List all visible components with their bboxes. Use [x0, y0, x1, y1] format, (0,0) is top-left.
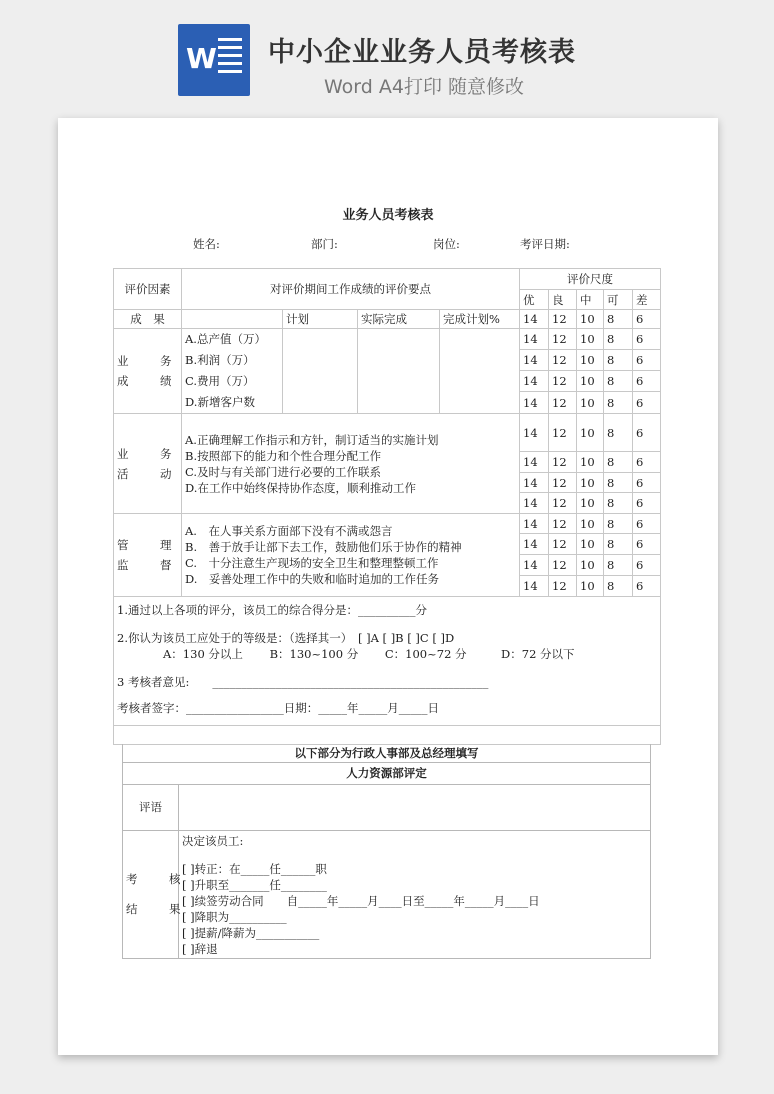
section-label: 业 务 成 绩 [114, 329, 182, 414]
list-item: D. 妥善处理工作中的失败和临时追加的工作任务 [185, 572, 439, 586]
score-cell: 10 [577, 576, 604, 597]
score-cell: 6 [633, 414, 661, 452]
score-cell: 12 [549, 414, 577, 452]
result-label: 成 果 [114, 310, 182, 329]
header-points: 对评价期间工作成绩的评价要点 [182, 269, 520, 310]
score-cell: 6 [633, 329, 661, 350]
list-item: A.总产值（万） [185, 332, 266, 346]
score-cell: 12 [549, 576, 577, 597]
option-item[interactable]: [ ]降职为__________ [182, 909, 287, 924]
section-label: 业 务 活 动 [114, 414, 182, 514]
score-cell: 6 [633, 392, 661, 414]
score-cell: 10 [577, 493, 604, 514]
plan-cell[interactable] [283, 329, 358, 414]
score-cell: 10 [577, 414, 604, 452]
position-label: 岗位: [433, 237, 460, 251]
option-item[interactable]: [ ]升职至_______任________ [182, 877, 327, 892]
comment-field[interactable] [179, 784, 651, 830]
option-item[interactable]: [ ]辞退 [182, 941, 218, 956]
score-cell: 12 [549, 452, 577, 473]
score-cell: 8 [604, 514, 633, 534]
option-item[interactable]: [ ]转正：在_____任______职 [182, 861, 327, 876]
section-items [182, 414, 520, 514]
result-label: 考 核 结 果 [123, 830, 179, 958]
list-item: D.新增客户数 [185, 395, 255, 409]
actual-cell[interactable] [358, 329, 440, 414]
pct-label: 完成计划% [440, 310, 520, 329]
score-cell: 12 [549, 392, 577, 414]
list-item: B.利润（万） [185, 353, 255, 367]
decide-label: 决定该员工: [182, 833, 244, 848]
actual-label: 实际完成 [358, 310, 440, 329]
list-item: B.按照部下的能力和个性合理分配工作 [185, 448, 382, 463]
score-cell: 10 [577, 473, 604, 493]
score-cell: 8 [604, 493, 633, 514]
score-cell: 6 [633, 473, 661, 493]
page-subtitle: Word A4打印 随意修改 [324, 76, 525, 98]
hr-heading: 以下部分为行政人事部及总经理填写 [123, 744, 651, 762]
blank-row [114, 726, 661, 745]
score-cell: 12 [549, 349, 577, 371]
grade-header: 优 [520, 290, 549, 310]
score-cell: 6 [633, 310, 661, 329]
score-cell: 12 [549, 534, 577, 555]
summary-section [114, 597, 661, 726]
score-cell: 14 [520, 514, 549, 534]
score-cell: 12 [549, 371, 577, 392]
signature-line: 考核者签字：_________________日期：_____年_____月_____日 [117, 701, 439, 715]
score-cell: 14 [520, 392, 549, 414]
score-cell: 14 [520, 576, 549, 597]
list-item: B. 善于放手让部下去工作，鼓励他们乐于协作的精神 [185, 540, 462, 554]
opinion-line: 3 考核者意见: ________________________________________________ [117, 675, 489, 689]
option-item[interactable]: [ ]续签劳动合同 自_____年_____月____日至_____年_____月____日 [182, 893, 540, 908]
score-cell: 14 [520, 493, 549, 514]
score-cell: 10 [577, 555, 604, 576]
list-item: C. 十分注意生产现场的安全卫生和整理整顿工作 [185, 556, 439, 570]
score-cell: 12 [549, 514, 577, 534]
result-options [179, 830, 651, 958]
score-cell: 12 [549, 555, 577, 576]
score-cell: 14 [520, 329, 549, 350]
dept-label: 部门: [311, 237, 338, 251]
logo-letter: W [186, 42, 217, 75]
score-cell: 14 [520, 452, 549, 473]
document-page [58, 118, 718, 1055]
score-cell: 10 [577, 514, 604, 534]
score-cell: 8 [604, 414, 633, 452]
score-line: 1.通过以上各项的评分，该员工的综合得分是：__________分 [117, 603, 427, 617]
score-cell: 6 [633, 371, 661, 392]
score-cell: 10 [577, 371, 604, 392]
score-cell: 14 [520, 555, 549, 576]
score-cell: 14 [520, 534, 549, 555]
score-cell: 8 [604, 534, 633, 555]
hr-evaluation-table [122, 744, 651, 959]
score-cell: 6 [633, 493, 661, 514]
banner [0, 0, 774, 118]
list-item: A. 在人事关系方面部下没有不满或怨言 [185, 524, 393, 538]
score-cell: 10 [577, 329, 604, 350]
score-cell: 12 [549, 473, 577, 493]
score-cell: 6 [633, 555, 661, 576]
result-blank [182, 310, 283, 329]
score-cell: 6 [633, 576, 661, 597]
score-cell: 14 [520, 349, 549, 371]
score-cell: 8 [604, 452, 633, 473]
score-cell: 10 [577, 452, 604, 473]
score-cell: 14 [520, 371, 549, 392]
grade-header: 良 [549, 290, 577, 310]
pct-cell[interactable] [440, 329, 520, 414]
document-title: 业务人员考核表 [342, 208, 434, 223]
section-items [182, 514, 520, 597]
score-cell: 8 [604, 473, 633, 493]
score-cell: 14 [520, 414, 549, 452]
header-scale: 评价尺度 [520, 269, 661, 290]
list-item: D.在工作中始终保持协作态度，顺利推动工作 [185, 480, 416, 495]
header-factor: 评价因素 [114, 269, 182, 310]
grade-header: 可 [604, 290, 633, 310]
score-cell: 10 [577, 392, 604, 414]
score-cell: 10 [577, 310, 604, 329]
list-item: C.费用（万） [185, 374, 255, 388]
score-cell: 6 [633, 452, 661, 473]
name-label: 姓名: [193, 237, 220, 251]
option-item[interactable]: [ ]提薪/降薪为___________ [182, 925, 320, 940]
list-item: C.及时与有关部门进行必要的工作联系 [185, 464, 382, 479]
list-item: A.正确理解工作指示和方针，制订适当的实施计划 [185, 432, 439, 447]
grade-line: 2.你认为该员工应处于的等级是：（选择其一） [ ]A [ ]B [ ]C [ ]D [117, 631, 455, 645]
score-cell: 14 [520, 473, 549, 493]
score-cell: 6 [633, 514, 661, 534]
grade-options: A：130 分以上 B：130~100 分 C：100~72 分 D：72 分以下 [117, 647, 575, 661]
grade-header: 差 [633, 290, 661, 310]
evaluation-table [113, 268, 661, 745]
score-cell: 6 [633, 349, 661, 371]
score-cell: 8 [604, 371, 633, 392]
score-cell: 10 [577, 349, 604, 371]
score-cell: 6 [633, 534, 661, 555]
score-cell: 8 [604, 555, 633, 576]
plan-label: 计划 [283, 310, 358, 329]
score-cell: 8 [604, 349, 633, 371]
hr-subheading: 人力资源部评定 [123, 762, 651, 784]
score-cell: 8 [604, 576, 633, 597]
section-items [182, 329, 283, 414]
grade-header: 中 [577, 290, 604, 310]
score-cell: 12 [549, 329, 577, 350]
score-cell: 8 [604, 329, 633, 350]
date-label: 考评日期: [520, 237, 570, 251]
score-cell: 10 [577, 534, 604, 555]
section-label: 管 理 监 督 [114, 514, 182, 597]
score-cell: 12 [549, 493, 577, 514]
score-cell: 8 [604, 310, 633, 329]
score-cell: 14 [520, 310, 549, 329]
score-cell: 8 [604, 392, 633, 414]
comment-label: 评语 [123, 784, 179, 830]
score-cell: 12 [549, 310, 577, 329]
page-title: 中小企业业务人员考核表 [268, 37, 576, 68]
word-icon [178, 24, 250, 96]
